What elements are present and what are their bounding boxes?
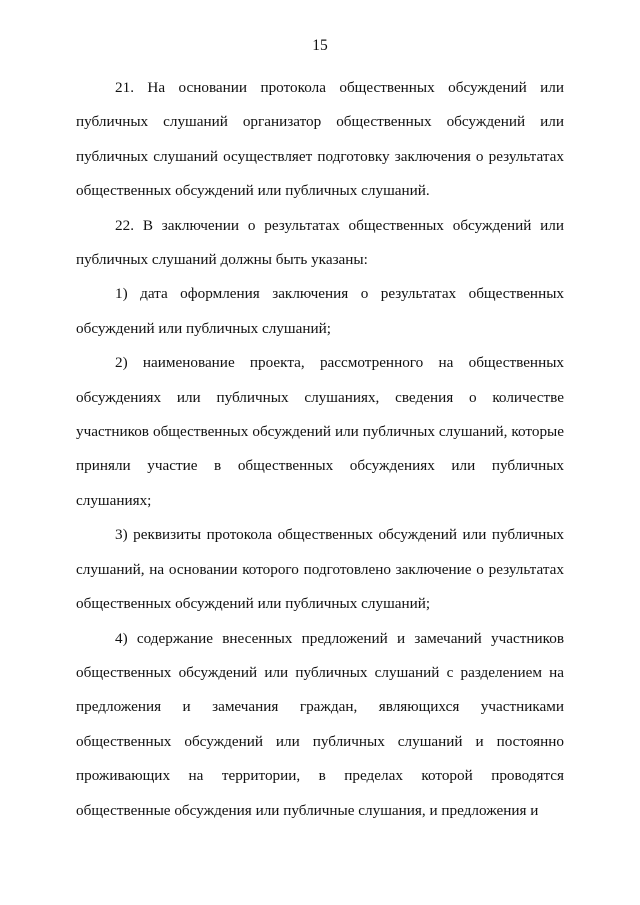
list-item-4: 4) содержание внесенных предложений и замечаний участников общественных обсуждений или публичных слушаний с разделением на предложения и замечания граждан, являющихся участниками общественных обсуждений или публичных слушаний и постоянно проживающих на территории, в пределах которой проводятся общественные обсуждения или публичные слушания, и предложения и	[76, 629, 564, 819]
paragraph-21: 21. На основании протокола общественных обсуждений или публичных слушаний организатор общественных обсуждений или публичных слушаний осуществляет подготовку заключения о результатах общественных обсуждений или публичных слушаний.	[76, 79, 564, 200]
page-number: 15	[312, 37, 328, 54]
list-item-1: 1) дата оформления заключения о результатах общественных обсуждений или публичных слушаний;	[76, 285, 564, 337]
list-item-2: 2) наименование проекта, рассмотренного на общественных обсуждениях или публичных слушаниях, сведения о количестве участников общественных обсуждений или публичных слушаний, которые приняли участие в общественных обсуждениях или публичных слушаниях;	[76, 354, 564, 509]
list-item-3: 3) реквизиты протокола общественных обсуждений или публичных слушаний, на основании которого подготовлено заключение о результатах общественных обсуждений или публичных слушаний;	[76, 526, 564, 613]
paragraph-22: 22. В заключении о результатах общественных обсуждений или публичных слушаний должны быть указаны:	[76, 216, 564, 269]
document-body	[76, 71, 564, 828]
